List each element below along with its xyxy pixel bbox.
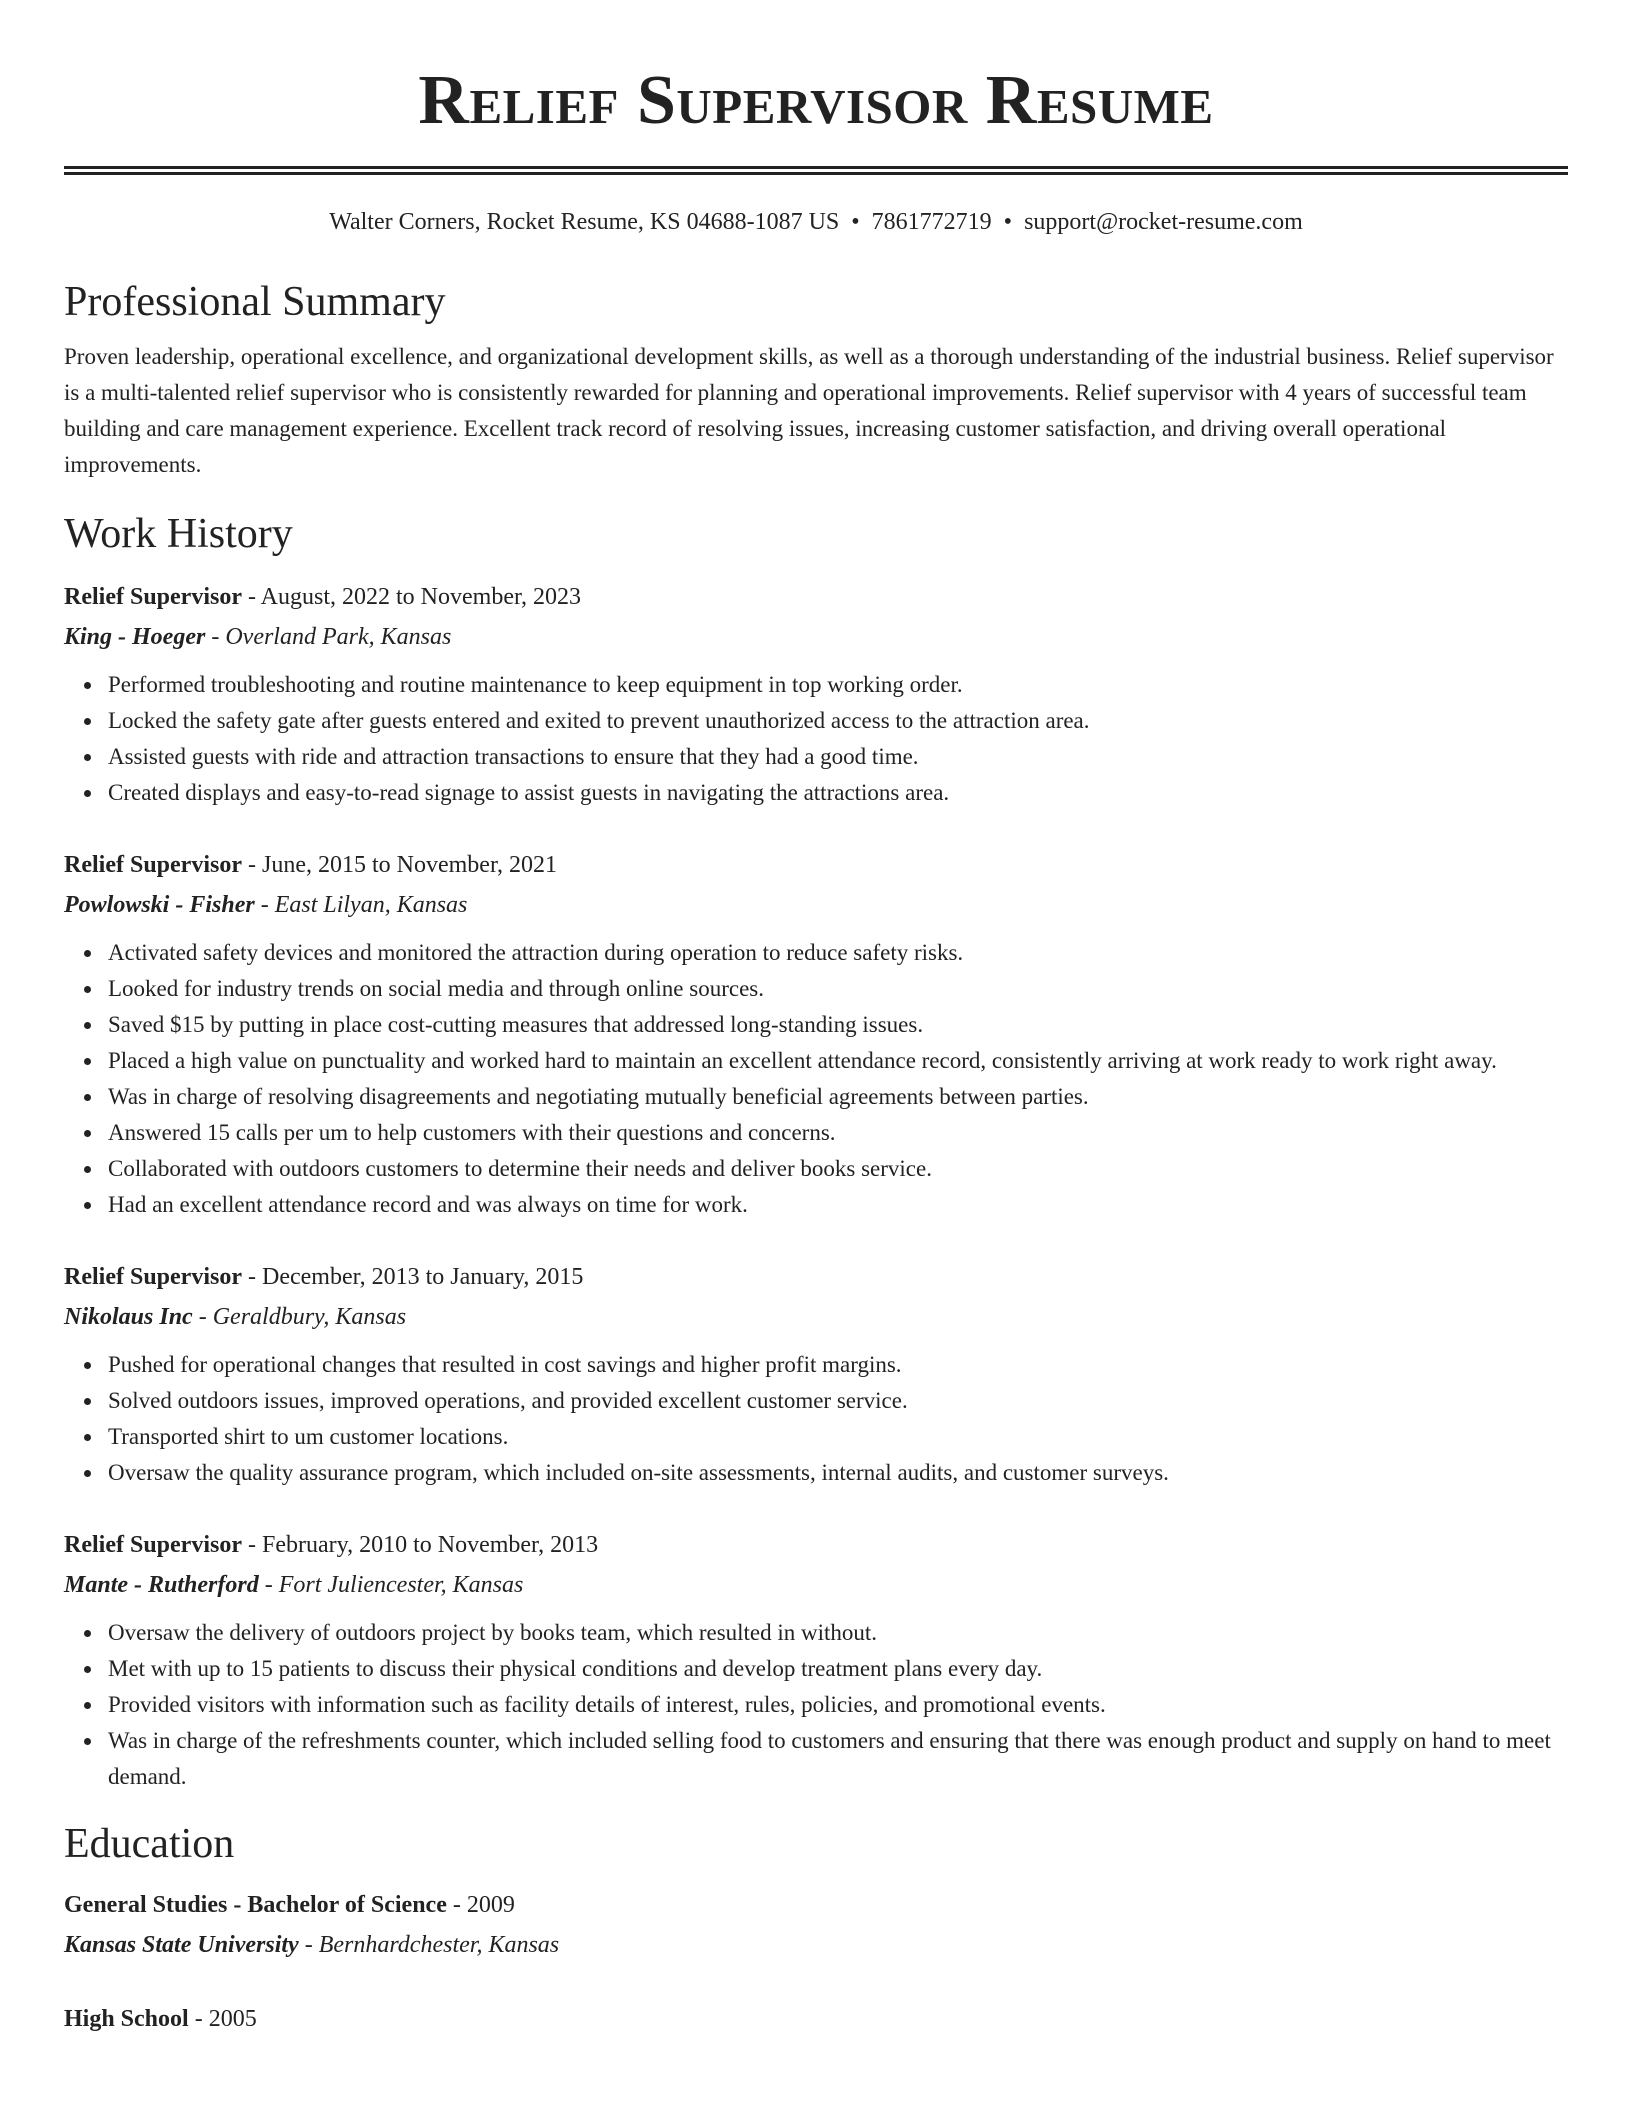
job-title: Relief Supervisor [64, 1532, 242, 1558]
job-dash: - [241, 584, 261, 610]
list-item: Had an excellent attendance record and was always on time for work. [108, 1187, 1568, 1223]
company-name: Powlowski - Fisher [64, 892, 255, 918]
job-bullet-list [64, 1347, 1568, 1491]
company-dash: - [258, 1572, 279, 1598]
company-location: Overland Park, Kansas [225, 624, 452, 650]
company-dash: - [254, 892, 275, 918]
job-entry [64, 1525, 1568, 1795]
job-entry [64, 1257, 1568, 1491]
list-item: Activated safety devices and monitored the attraction during operation to reduce safety risks. [108, 935, 1568, 971]
company-line [64, 1297, 1568, 1337]
contact-address: Walter Corners, Rocket Resume, KS 04688-1087 US [329, 209, 840, 235]
job-title-line [64, 1257, 1568, 1297]
list-item: Pushed for operational changes that resulted in cost savings and higher profit margins. [108, 1347, 1568, 1383]
resume-title: Relief Supervisor Resume [418, 62, 1214, 139]
contact-email[interactable]: support@rocket-resume.com [1024, 209, 1303, 235]
company-line [64, 885, 1568, 925]
company-line [64, 617, 1568, 657]
list-item: Solved outdoors issues, improved operations, and provided excellent customer service. [108, 1383, 1568, 1419]
job-dates: August, 2022 to November, 2023 [260, 584, 581, 610]
degree-year: 2005 [208, 2006, 257, 2032]
list-item: Locked the safety gate after guests entered and exited to prevent unauthorized access to the attraction area. [108, 703, 1568, 739]
degree-line [64, 1885, 1568, 1925]
job-entry [64, 577, 1568, 811]
list-item: Answered 15 calls per um to help customers with their questions and concerns. [108, 1115, 1568, 1151]
list-item: Was in charge of resolving disagreements and negotiating mutually beneficial agreements between parties. [108, 1079, 1568, 1115]
list-item: Performed troubleshooting and routine maintenance to keep equipment in top working order. [108, 667, 1568, 703]
company-name: King - Hoeger [64, 624, 206, 650]
list-item: Met with up to 15 patients to discuss their physical conditions and develop treatment plans every day. [108, 1651, 1568, 1687]
list-item: Collaborated with outdoors customers to determine their needs and deliver books service. [108, 1151, 1568, 1187]
company-name: Nikolaus Inc [64, 1304, 193, 1330]
job-title-line [64, 577, 1568, 617]
contact-line [64, 207, 1568, 237]
job-dates: June, 2015 to November, 2021 [261, 852, 557, 878]
list-item: Oversaw the quality assurance program, which included on-site assessments, internal audits, and customer surveys. [108, 1455, 1568, 1491]
list-item: Created displays and easy-to-read signage to assist guests in navigating the attractions area. [108, 775, 1568, 811]
list-item: Placed a high value on punctuality and worked hard to maintain an excellent attendance record, consistently arriving at work ready to work right away. [108, 1043, 1568, 1079]
company-dash: - [192, 1304, 213, 1330]
school-line [64, 1925, 1568, 1965]
school-dash: - [298, 1932, 319, 1958]
company-location: Geraldbury, Kansas [212, 1304, 407, 1330]
list-item: Assisted guests with ride and attraction transactions to ensure that they had a good time. [108, 739, 1568, 775]
list-item: Saved $15 by putting in place cost-cutting measures that addressed long-standing issues. [108, 1007, 1568, 1043]
contact-separator: • [851, 209, 860, 235]
job-dates: December, 2013 to January, 2015 [261, 1264, 584, 1290]
company-name: Mante - Rutherford [64, 1572, 259, 1598]
job-bullet-list [64, 935, 1568, 1223]
job-dash: - [241, 852, 262, 878]
degree-dash: - [188, 2006, 209, 2032]
job-bullet-list [64, 667, 1568, 811]
job-title: Relief Supervisor [64, 852, 242, 878]
company-location: East Lilyan, Kansas [274, 892, 468, 918]
job-title-line [64, 845, 1568, 885]
school-name: Kansas State University [64, 1932, 299, 1958]
job-dates: February, 2010 to November, 2013 [261, 1532, 599, 1558]
degree-year: 2009 [466, 1892, 515, 1918]
job-title: Relief Supervisor [64, 1264, 242, 1290]
company-dash: - [205, 624, 226, 650]
degree-name: General Studies - Bachelor of Science [64, 1892, 447, 1918]
degree-line [64, 1999, 1568, 2039]
summary-section [64, 277, 1568, 483]
company-location: Fort Juliencester, Kansas [278, 1572, 524, 1598]
summary-text: Proven leadership, operational excellence, and organizational development skills, as well as a thorough understanding of the industrial business. Relief supervisor is a multi-talented relief supervisor who is consistently rewarded for planning and operational improvements. Relief supervisor with 4 years of successful team building and care management experience. Excellent track record of resolving issues, increasing customer satisfaction, and driving overall operational improvements. [64, 344, 1554, 477]
list-item: Transported shirt to um customer locations. [108, 1419, 1568, 1455]
degree-dash: - [446, 1892, 467, 1918]
job-dash: - [241, 1264, 262, 1290]
list-item: Oversaw the delivery of outdoors project by books team, which resulted in without. [108, 1615, 1568, 1651]
list-item: Looked for industry trends on social media and through online sources. [108, 971, 1568, 1007]
education-section [64, 1819, 1568, 2039]
list-item: Provided visitors with information such as facility details of interest, rules, policies, and promotional events. [108, 1687, 1568, 1723]
job-bullet-list [64, 1615, 1568, 1795]
job-title: Relief Supervisor [64, 584, 242, 610]
work-history-heading: Work History [64, 511, 293, 557]
school-location: Bernhardchester, Kansas [318, 1932, 560, 1958]
resume-page [64, 0, 1568, 2039]
contact-phone[interactable]: 7861772719 [871, 209, 992, 235]
summary-heading: Professional Summary [64, 279, 446, 325]
title-double-rule [64, 166, 1568, 175]
education-heading: Education [64, 1821, 235, 1867]
education-entry [64, 1999, 1568, 2039]
contact-separator: • [1003, 209, 1013, 235]
job-dash: - [241, 1532, 262, 1558]
degree-name: High School [64, 2006, 189, 2032]
list-item: Was in charge of the refreshments counter, which included selling food to customers and ensuring that there was enough product and supply on hand to meet demand. [108, 1723, 1568, 1795]
work-history-section [64, 509, 1568, 1795]
company-line [64, 1565, 1568, 1605]
job-entry [64, 845, 1568, 1223]
job-title-line [64, 1525, 1568, 1565]
education-entry [64, 1885, 1568, 1965]
